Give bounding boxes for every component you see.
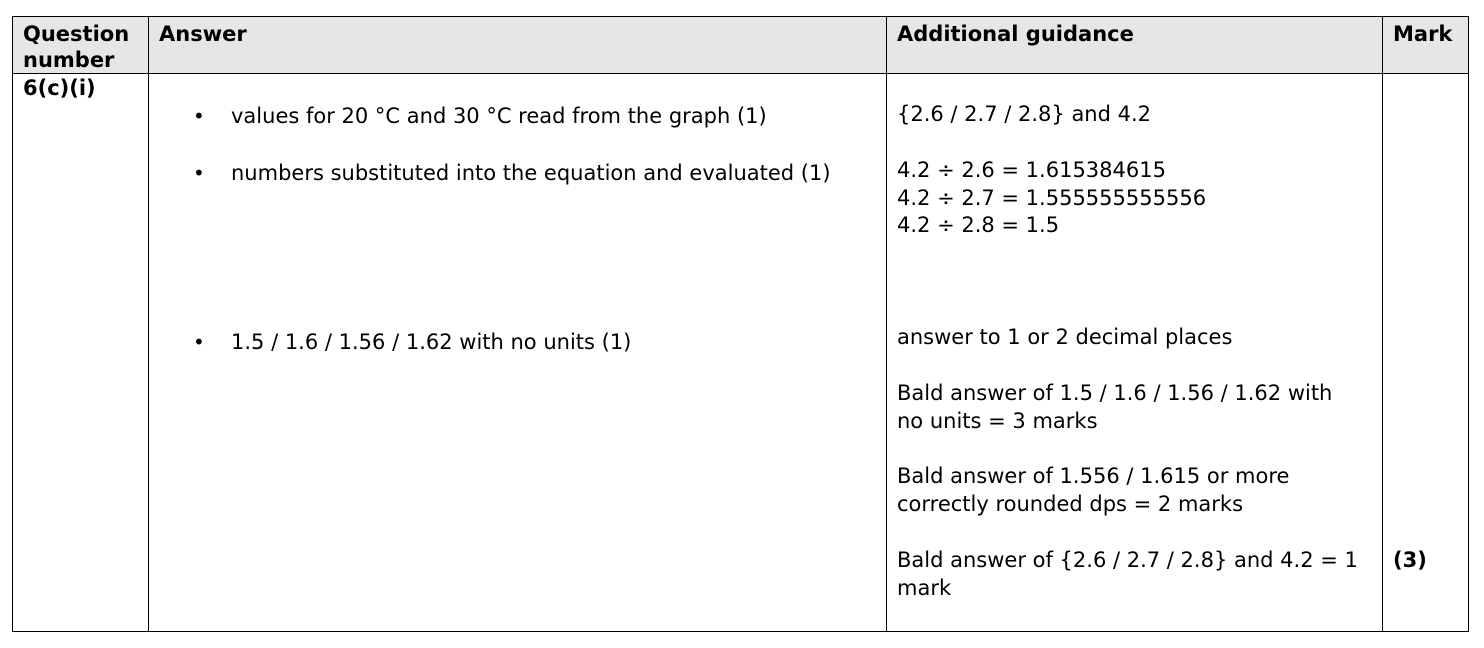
header-guidance	[887, 17, 1383, 74]
mark-value: (3)	[1393, 548, 1427, 572]
bullet-icon: •	[193, 330, 205, 354]
question-number-cell	[13, 74, 149, 632]
bullet-icon: •	[193, 104, 205, 128]
answer-text-1: values for 20 °C and 30 °C read from the graph (1)	[231, 104, 767, 128]
bullet-icon: •	[193, 161, 205, 185]
header-answer	[149, 17, 887, 74]
guidance-calc-3: 4.2 ÷ 2.8 = 1.5	[897, 213, 1060, 237]
answer-text-2: numbers substituted into the equation and evaluated (1)	[231, 161, 831, 185]
guidance-bald-1-line1: Bald answer of {2.6 / 2.7 / 2.8} and 4.2 = 1	[897, 548, 1358, 572]
guidance-decimals: answer to 1 or 2 decimal places	[897, 325, 1233, 349]
header-answer-label: Answer	[159, 22, 247, 46]
header-guidance-label: Additional guidance	[897, 22, 1134, 46]
guidance-cell	[887, 74, 1383, 632]
mark-cell	[1383, 74, 1469, 632]
answer-cell	[149, 74, 887, 632]
header-question-number-label: Question number	[23, 22, 130, 72]
guidance-calc-1: 4.2 ÷ 2.6 = 1.615384615	[897, 158, 1166, 182]
guidance-bald-2-line2: correctly rounded dps = 2 marks	[897, 492, 1244, 516]
guidance-readings: {2.6 / 2.7 / 2.8} and 4.2	[897, 102, 1152, 126]
guidance-bald-1-line2: mark	[897, 576, 952, 600]
header-question-number	[13, 17, 149, 74]
mark-scheme-table	[12, 16, 1469, 632]
guidance-bald-2-line1: Bald answer of 1.556 / 1.615 or more	[897, 464, 1290, 488]
answer-text-3: 1.5 / 1.6 / 1.56 / 1.62 with no units (1)	[231, 330, 632, 354]
table-row	[13, 74, 1469, 632]
header-row	[13, 17, 1469, 74]
guidance-bald-3-line1: Bald answer of 1.5 / 1.6 / 1.56 / 1.62 with	[897, 381, 1333, 405]
question-number: 6(c)(i)	[23, 76, 96, 100]
guidance-calc-2: 4.2 ÷ 2.7 = 1.555555555556	[897, 186, 1207, 210]
guidance-bald-3-line2: no units = 3 marks	[897, 409, 1098, 433]
header-mark	[1383, 17, 1469, 74]
header-mark-label: Mark	[1393, 22, 1453, 46]
